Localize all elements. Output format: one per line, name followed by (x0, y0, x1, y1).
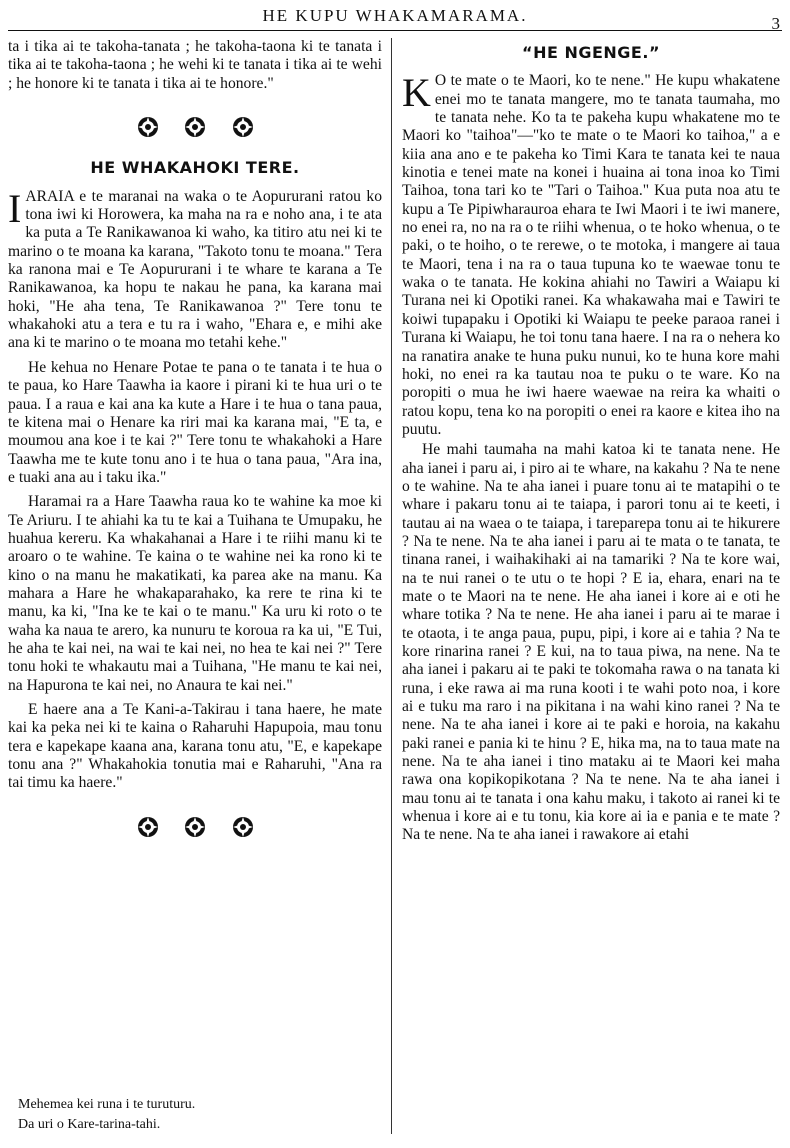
article-paragraph: K O te mate o te Maori, ko te nene." He kupu whakatene enei mo te tanata mangere, mo te tanata taumaha, mo te tanata nehe. Ko ta te pakeha kupu whakatene mo te Maori ko "taihoa"—"ko te mate o te Maori ko taihoa," a e kiia ana ano e te pakeha ko Timi Kara te tanata kei te naua kinotia e tenei mate na konei i huaina ai tona inoa ko Timi Taihoa, tona tari ko te "Tari o Taihoa." Kua puta noa atu te kupu a Te Pipiwharauroa ehara te Iwi Maori i te iwi manere, no enei ra, no na ra o te riihi whenua, o te hoko whenua, o te paki, o te hoiho, o te rerewe, o te motoka, i mangere ai taua te Maori, tena i na ra o taua tupuna ko te waewae tonu te waka o te tanata. He kokina ahiahi no Tawiri a Waiapu ki Turana nei ki Opotiki ranei. Ka whakawaha mai e Tawiri te koiwi tupapaku i Opotiki ki Waiapu te peeke paraoa ranei i Turana ki Waiapu, he toi tonu tana haere. I na ra o nehera ko na ranatira anake te huna puku nunui, ko te huna kore mahi hoki, no enei ra ka tautau noa te puku o te ware. Ko na poropiti o mua he iwi haere waewae na reira ka whaiti o ratou kopu, tena ko na poropiti o enei ra kaore e kitea iho na puutu. (402, 70, 780, 438)
fleuron-icon (136, 815, 160, 839)
right-column (402, 38, 780, 845)
article-paragraph: IARAIA e te maranai na waka o te Aopururani ratou ko tona iwi ki Horowera, ka maha na ra e noho ana, i te ata ka puta a Te Ranikawanoa ki waho, ka titiro atu nei ki te marino o te moana ka karana, "Takoto tonu te moana." Tera ka ranona mai e Te Aopururani i te whare te karana a Te Ranikawanoa, ka hopu te nakau he pana, ka karana mai hoki, "He aha tena, Te Ranikawanoa ?" Tere tonu te whakahoki atu a tera e tu ra i waho, "Ehara e, e mihi ake ana ki te marino o te moana mo tetahi kehe." (8, 185, 382, 352)
left-column (8, 38, 382, 859)
article-paragraph: He mahi taumaha na mahi katoa ki te tanata nene. He aha ianei i paru ai, i piro ai te whare, na kakahu ? Na te nene o te wahine. Na te aha ianei i puare tonu ai te matapihi o te whare i pakaru tonu ai te taiapa, i parori tonu ai te keeti, i tautau ai na waea o te taiapa, i tareparepa tonu ai te hikurere ? Na te nene. Na te aha ianei i paru ai te mata o te tanata, te tinana ranei, i waihakihaki ai na tamariki ? Na te kore wai, na te nui ranei o te utu o te hopi ? E ia, ehara, enari na te mate o te Maori na te nene. He aha ianei i kore ai e oti he whare totika ? Na te nene. He aha ianei i paru ai te marae i te otaota, i te anga paua, pupu, pipi, i kore ai e tahia ? Na te kore rinarina ranei ? E kui, na to taua piwa, na nene. Na te aha ianei i pakaru ai te paki te tokomaha rawa o na tanata ki runa, i eke rawa ai ma runa kooti i te wahi poto noa, i kore ai e tuku ma raro i na pikitana i na wahi kino ranei ? Na te nene. Na te aha ianei i kore ai te paki e horoia, na kakahu paki ranei e pania ki te hinu ? E, hika ma, na to taua mate na nene. Na te aha ianei i tino mataku ai te Maori kei maha rawa ona kopikopikotana ? Na te nene. Na te aha ianei i mau tonu ai te tanata i ona kahu maku, i takoto ai ranei ki te whenua i kore ai e tu tonu, kia kore ai ia e pania e te mate ? Na te nene. Na te aha ianei i rawakore ai etahi (402, 441, 780, 844)
fleuron-icon (231, 115, 255, 139)
fleuron-icon (183, 815, 207, 839)
article-title-ngenge: “HE NGENGE.” (522, 43, 660, 62)
fleuron-icon (136, 115, 160, 139)
ornament-row (8, 115, 382, 141)
page-number: 3 (771, 14, 780, 33)
drop-cap: K (402, 70, 431, 116)
intro-paragraph: ta i tika ai te takoha-tanata ; he takoha-taona ki te tanata i tika ai te takoha-taona ; he wehi ki te tanata i tika ai te wehi ; he honore ki te tanata i tika ai te honore." (8, 38, 382, 92)
ornament-row (8, 815, 382, 841)
signoff-line: Da uri o Kare-tarina-tahi. (18, 1117, 161, 1132)
fleuron-icon (231, 815, 255, 839)
fleuron-icon (183, 115, 207, 139)
column-divider (391, 38, 392, 1134)
signoff (18, 1095, 378, 1135)
article-paragraph: He kehua no Henare Potae te pana o te tanata i te hua o te paua, ko Hare Taawha ia kaore i pirani ki te hua uri o te paua. I a raua e kai ana ka kute a Hare i te hua o tana paua, te kitena mai o Henare ka riri mai ka karana mai, "E ta, e moumou ana koe i te kai ?" Tere tonu te whakahoki a Hare Taawha me te kute tonu ano i te hua o tana paua, "Ara ina, e tuaki ana au i taku ika." (8, 358, 382, 486)
signoff-line: Mehemea kei runa i te turuturu. (18, 1097, 196, 1112)
drop-cap: I (8, 185, 22, 231)
article-title-whakahoki: HE WHAKAHOKI TERE. (90, 158, 300, 178)
article-paragraph: E haere ana a Te Kani-a-Takirau i tana haere, he mate kai ka peka nei ki te kaina o Raharuhi Hapupoia, mau tonu tera e kapekape kaana ana, karana tonu atu, "E, e kapekape tonu ana ?" Whakahokia tonutia mai e Raharuhi, "Ana ra tai timu ka haere." (8, 701, 382, 792)
page-header-title: HE KUPU WHAKAMARAMA. (262, 6, 528, 25)
running-header (8, 4, 782, 31)
article-paragraph: Haramai ra a Hare Taawha raua ko te wahine ka moe ki Te Ariuru. I te ahiahi ka tu te kai a Tuihana te Umupaku, he huahua kereru. Ka whakahanai a Hare i te riihi manu ki te aroaro o te wahine. Te kaina o te wahine nei ka rono ki te kino o na manu he makatikati, ka parea ake na manu. Ka mahara a Hare he whakaparahako, ka rere te rina ki te manu, ka ki, "Ina ke te kai o te manu." Ka uru ki roto o te waha ka naua te arero, ka nunuru te koroua ra ka ui, "E Tui, he aha te kai nei, na wai te kai nei, no hea te kai nei ?" Tere tonu hoki te whakautu mai a Tuihana, "He manu te kai nei, na Hapurona te kai nei, no Anaura te kai nei." (8, 493, 382, 694)
